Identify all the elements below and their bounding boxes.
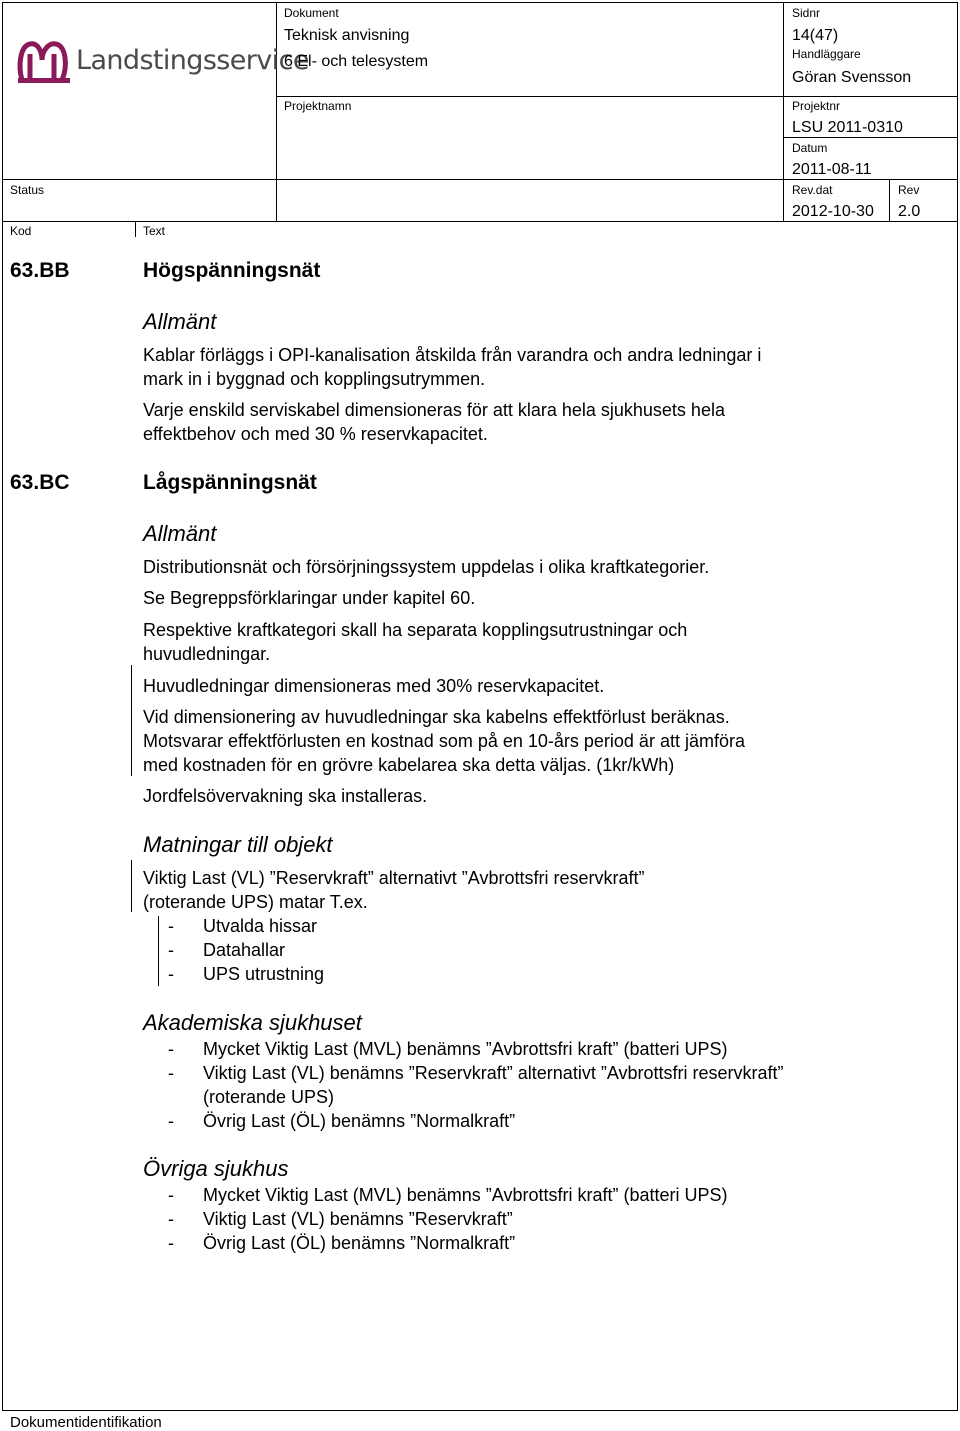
list-item: Mycket Viktig Last (MVL) benämns ”Avbrottsfri kraft” (batteri UPS): [203, 1039, 728, 1059]
list-dash: -: [168, 1185, 174, 1205]
list-item: UPS utrustning: [203, 964, 325, 984]
section-code: 63.BC: [10, 471, 70, 494]
list-item-continuation: (roterande UPS): [203, 1087, 335, 1107]
list-dash: -: [168, 1209, 174, 1229]
list-item: Mycket Viktig Last (MVL) benämns ”Avbrottsfri kraft” (batteri UPS): [203, 1185, 728, 1205]
paragraph: Huvudledningar dimensioneras med 30% reservkapacitet.: [143, 676, 605, 696]
revdat-label: Rev.dat: [792, 183, 833, 197]
list-dash: -: [168, 940, 174, 960]
footer-label: Dokumentidentifikation: [10, 1414, 162, 1431]
header-divider: [3, 221, 958, 222]
text-label: Text: [143, 224, 166, 238]
subsection-title: Övriga sjukhus: [143, 1156, 289, 1181]
paragraph: Viktig Last (VL) ”Reservkraft” alternativt ”Avbrottsfri reservkraft”: [143, 868, 645, 888]
list-dash: -: [168, 916, 174, 936]
header-divider: [783, 137, 958, 138]
handlaggare-label: Handläggare: [792, 47, 861, 61]
rev-value: 2.0: [898, 203, 921, 220]
revision-bar: [158, 916, 159, 986]
revision-bar: [131, 860, 132, 912]
revision-bar: [131, 665, 132, 776]
logo-text: Landstingsservice: [76, 45, 309, 76]
list-dash: -: [168, 964, 174, 984]
subsection-title: Allmänt: [143, 521, 217, 546]
list-item: Utvalda hissar: [203, 916, 318, 936]
paragraph: mark in i byggnad och kopplingsutrymmen.: [143, 369, 486, 389]
paragraph: Respektive kraftkategori skall ha separata kopplingsutrustningar och: [143, 620, 688, 640]
paragraph: med kostnaden för en grövre kabelarea ska detta väljas. (1kr/kWh): [143, 755, 675, 775]
list-item: Övrig Last (ÖL) benämns ”Normalkraft”: [203, 1111, 516, 1131]
sidnr-label: Sidnr: [792, 6, 821, 20]
header-divider: [783, 3, 784, 221]
list-dash: -: [168, 1111, 174, 1131]
kod-label: Kod: [10, 224, 32, 238]
sidnr-value: 14(47): [792, 27, 839, 44]
dokument-value-2: 6 El- och telesystem: [284, 53, 429, 70]
paragraph: (roterande UPS) matar T.ex.: [143, 892, 368, 912]
header-divider: [276, 3, 277, 221]
paragraph: Kablar förläggs i OPI-kanalisation åtskilda från varandra och andra ledningar i: [143, 345, 762, 365]
header-divider: [135, 221, 136, 237]
paragraph: effektbehov och med 30 % reservkapacitet.: [143, 424, 488, 444]
paragraph: Motsvarar effektförlusten en kostnad som på en 10-års period är att jämföra: [143, 731, 745, 751]
header-divider: [3, 179, 958, 180]
paragraph: huvudledningar.: [143, 644, 271, 664]
list-item: Övrig Last (ÖL) benämns ”Normalkraft”: [203, 1233, 516, 1253]
list-item: Datahallar: [203, 940, 286, 960]
header-divider: [889, 180, 890, 221]
status-label: Status: [10, 183, 45, 197]
paragraph: Vid dimensionering av huvudledningar ska kabelns effektförlust beräknas.: [143, 707, 730, 727]
list-dash: -: [168, 1063, 174, 1083]
datum-label: Datum: [792, 141, 828, 155]
paragraph: Varje enskild serviskabel dimensioneras för att klara hela sjukhusets hela: [143, 400, 725, 420]
section-code: 63.BB: [10, 259, 70, 282]
section-title: Lågspänningsnät: [143, 471, 317, 494]
rev-label: Rev: [898, 183, 920, 197]
section-title: Högspänningsnät: [143, 259, 321, 282]
projektnr-value: LSU 2011-0310: [792, 119, 903, 136]
projektnamn-label: Projektnamn: [284, 99, 352, 113]
paragraph: Se Begreppsförklaringar under kapitel 60.: [143, 588, 476, 608]
subsection-title: Matningar till objekt: [143, 832, 333, 857]
handlaggare-value: Göran Svensson: [792, 69, 912, 86]
dokument-label: Dokument: [284, 6, 339, 20]
list-item: Viktig Last (VL) benämns ”Reservkraft” alternativt ”Avbrottsfri reservkraft”: [203, 1063, 784, 1083]
list-dash: -: [168, 1233, 174, 1253]
list-dash: -: [168, 1039, 174, 1059]
subsection-title: Allmänt: [143, 309, 217, 334]
dokument-value: Teknisk anvisning: [284, 27, 410, 44]
paragraph: Distributionsnät och försörjningssystem uppdelas i olika kraftkategorier.: [143, 557, 710, 577]
projektnr-label: Projektnr: [792, 99, 841, 113]
header-divider: [276, 96, 958, 97]
datum-value: 2011-08-11: [792, 161, 872, 178]
paragraph: Jordfelsövervakning ska installeras.: [143, 786, 428, 806]
list-item: Viktig Last (VL) benämns ”Reservkraft”: [203, 1209, 513, 1229]
revdat-value: 2012-10-30: [792, 203, 874, 220]
subsection-title: Akademiska sjukhuset: [143, 1010, 362, 1035]
